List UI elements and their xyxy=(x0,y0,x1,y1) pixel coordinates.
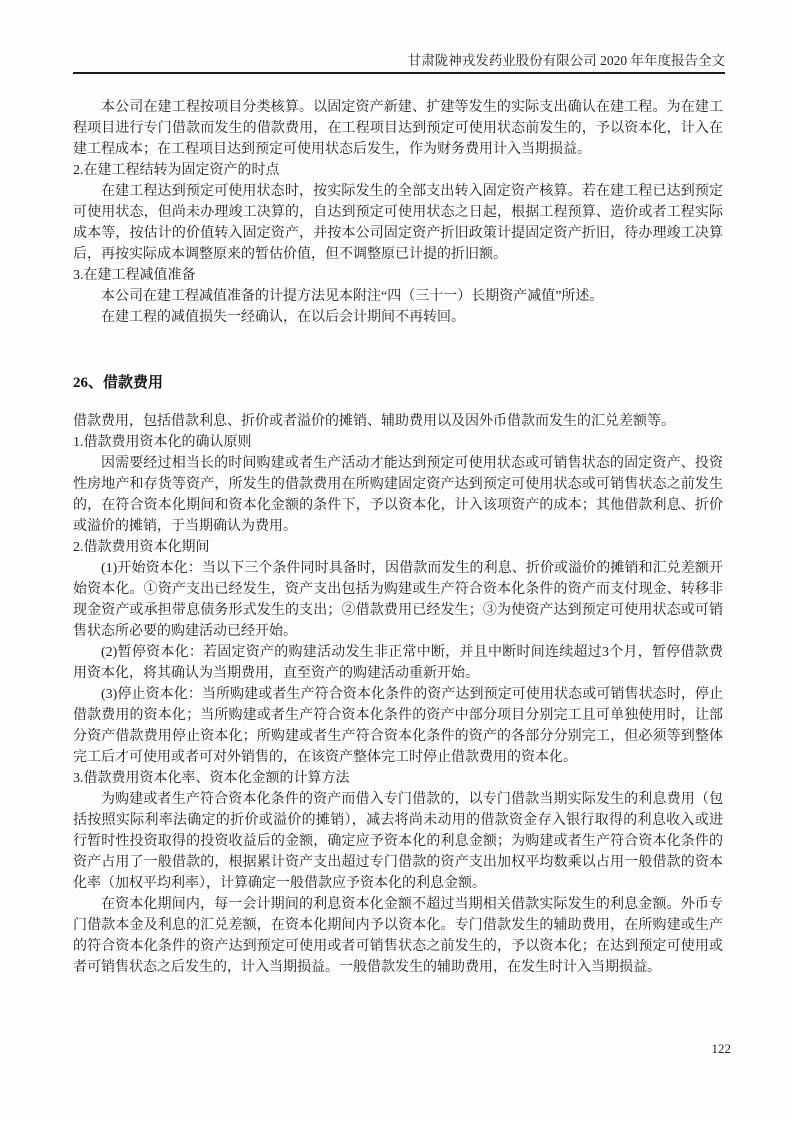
paragraph-cip-impairment-no-reversal: 在建工程的减值损失一经确认，在以后会计期间不再转回。 xyxy=(101,310,465,325)
subheading-cip-transfer-timing: 2.在建工程结转为固定资产的时点 xyxy=(73,163,280,178)
subheading-capitalization-period: 2.借款费用资本化期间 xyxy=(73,540,210,555)
paragraph-cip-measurement: 本公司在建工程按项目分类核算。以固定资产新建、扩建等发生的实际支出确认在建工程。为在建工程项目进行专门借款而发生的借款费用，在工程项目达到预定可使用状态前发生的，予以资本化，计入在建工程成本；在工程项目达到预定可使用状态后发生，作为财务费用计入当期损益。 xyxy=(73,100,723,157)
paragraph-cip-impairment-method: 本公司在建工程减值准备的计提方法见本附注“四（三十一）长期资产减值”所述。 xyxy=(101,289,604,304)
page-footer xyxy=(712,1041,732,1056)
subheading-capitalization-rate-method: 3.借款费用资本化率、资本化金额的计算方法 xyxy=(73,771,350,786)
paragraph-capitalization-period-limits: 在资本化期间内，每一会计期间的利息资本化金额不超过当期相关借款实际发生的利息金额。外币专门借款本金及利息的汇兑差额，在资本化期间内予以资本化。专门借款发生的辅助费用，在所购建或生产的符合资本化条件的资产达到预定可使用或者可销售状态之前发生的，予以资本化；在达到预定可使用或者可销售状态之后发生的，计入当期损益。一般借款发生的辅助费用，在发生时计入当期损益。 xyxy=(73,897,723,975)
paragraph-borrowing-costs-definition: 借款费用，包括借款利息、折价或者溢价的摊销、辅助费用以及因外币借款而发生的汇兑差额等。 xyxy=(73,414,675,429)
paragraph-capitalization-recognition-detail: 因需要经过相当长的时间购建或者生产活动才能达到预定可使用状态或可销售状态的固定资产、投资性房地产和存货等资产，所发生的借款费用在所购建固定资产达到预定可使用状态或可销售状态之前发生的，在符合资本化期间和资本化金额的条件下，予以资本化，计入该项资产的成本；其他借款利息、折价或溢价的摊销，于当期确认为费用。 xyxy=(73,456,723,534)
paragraph-capitalization-start: (1)开始资本化：当以下三个条件同时具备时，因借款而发生的利息、折价或溢价的摊销和汇兑差额开始资本化。①资产支出已经发生，资产支出包括为购建或生产符合资本化条件的资产而支付现金、转移非现金资产或承担带息债务形式发生的支出；②借款费用已经发生；③为使资产达到预定可使用状态或可销售状态所必要的购建活动已经开始。 xyxy=(73,561,723,639)
paragraph-cip-transfer-detail: 在建工程达到预定可使用状态时，按实际发生的全部支出转入固定资产核算。若在建工程已达到预定可使用状态，但尚未办理竣工决算的，自达到预定可使用状态之日起，根据工程预算、造价或者工程实际成本等，按估计的价值转入固定资产，并按本公司固定资产折旧政策计提固定资产折旧，待办理竣工决算后，再按实际成本调整原来的暂估价值，但不调整原已计提的折旧额。 xyxy=(73,184,723,262)
paragraph-capitalization-cessation: (3)停止资本化：当所购建或者生产符合资本化条件的资产达到预定可使用状态或可销售状态时，停止借款费用的资本化；当所购建或者生产符合资本化条件的资产中部分项目分别完工且可单独使用时，让部分资产借款费用停止资本化；所购建或者生产符合资本化条件的资产的各部分分别完工，但必须等到整体完工后才可使用或者可对外销售的，在该资产整体完工时停止借款费用的资本化。 xyxy=(73,687,723,765)
section-heading-borrowing-costs: 26、借款费用 xyxy=(73,375,164,391)
page-header xyxy=(73,0,725,74)
paragraph-capitalization-suspension: (2)暂停资本化：若固定资产的购建活动发生非正常中断，并且中断时间连续超过3个月，暂停借款费用资本化，将其确认为当期费用，直至资产的购建活动重新开始。 xyxy=(73,645,723,681)
subheading-capitalization-recognition-principle: 1.借款费用资本化的确认原则 xyxy=(73,435,252,450)
subheading-cip-impairment: 3.在建工程减值准备 xyxy=(73,268,196,283)
page-content xyxy=(73,75,723,978)
paragraph-capitalization-amount-calculation: 为购建或者生产符合资本化条件的资产而借入专门借款的，以专门借款当期实际发生的利息费用（包括按照实际利率法确定的折价或溢价的摊销），减去将尚未动用的借款资金存入银行取得的利息收入或进行暂时性投资取得的投资收益后的金额，确定应予资本化的利息金额；为购建或者生产符合资本化条件的资产占用了一般借款的，根据累计资产支出超过专门借款的资产支出加权平均数乘以占用一般借款的资本化率（加权平均利率），计算确定一般借款应予资本化的利息金额。 xyxy=(73,792,723,891)
page-number: 122 xyxy=(711,1041,731,1056)
header-title: 甘肃陇神戎发药业股份有限公司 2020 年年度报告全文 xyxy=(407,53,725,68)
